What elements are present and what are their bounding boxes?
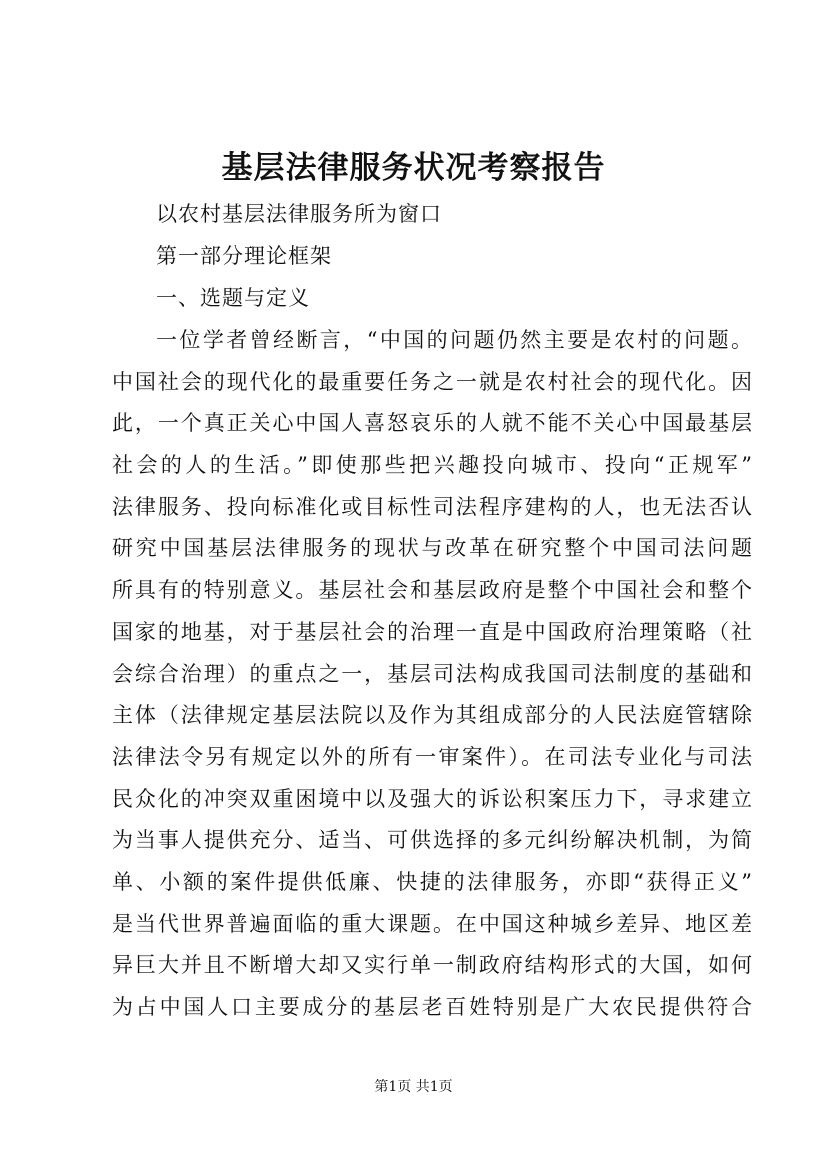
paragraph-line: 国家的地基，对于基层社会的治理一直是中国政府治理策略（社 <box>112 619 752 644</box>
paragraph-line: 所具有的特别意义。基层社会和基层政府是整个中国社会和整个 <box>112 578 752 603</box>
subtitle: 以农村基层法律服务所为窗口 <box>156 202 442 226</box>
paragraph-line: 研究中国基层法律服务的现状与改革在研究整个中国司法问题 <box>112 536 752 561</box>
paragraph-line: 单、小额的案件提供低廉、快捷的法律服务，亦即“获得正义” <box>112 869 752 894</box>
section-heading: 一、选题与定义 <box>156 286 310 310</box>
part-heading: 第一部分理论框架 <box>156 244 332 268</box>
document-title: 基层法律服务状况考察报告 <box>221 150 606 186</box>
paragraph-line: 异巨大并且不断增大却又实行单一制政府结构形式的大国，如何 <box>112 953 752 978</box>
paragraph-line: 主体（法律规定基层法院以及作为其组成部分的人民法庭管辖除 <box>112 703 752 728</box>
paragraph-line: 是当代世界普遍面临的重大课题。在中国这种城乡差异、地区差 <box>112 911 752 936</box>
paragraph-line: 为当事人提供充分、适当、可供选择的多元纠纷解决机制，为简 <box>112 828 752 853</box>
paragraph-line: 会综合治理）的重点之一，基层司法构成我国司法制度的基础和 <box>112 661 752 686</box>
paragraph-line: 中国社会的现代化的最重要任务之一就是农村社会的现代化。因 <box>112 369 752 394</box>
paragraph-line: 此，一个真正关心中国人喜怒哀乐的人就不能不关心中国最基层 <box>112 411 752 436</box>
paragraph-line: 法律服务、投向标准化或目标性司法程序建构的人，也无法否认 <box>112 494 752 519</box>
paragraph-line: 法律法令另有规定以外的所有一审案件）。在司法专业化与司法 <box>112 744 752 769</box>
body-paragraph <box>112 320 752 1029</box>
paragraph-line: 一位学者曾经断言，“中国的问题仍然主要是农村的问题。 <box>156 328 752 352</box>
paragraph-line: 为占中国人口主要成分的基层老百姓特别是广大农民提供符合 <box>112 995 752 1019</box>
paragraph-line: 社会的人的生活。”即使那些把兴趣投向城市、投向“正规军” <box>112 453 752 478</box>
page-footer: 第1页 共1页 <box>374 1079 453 1095</box>
paragraph-line: 民众化的冲突双重困境中以及强大的诉讼积案压力下，寻求建立 <box>112 786 752 811</box>
